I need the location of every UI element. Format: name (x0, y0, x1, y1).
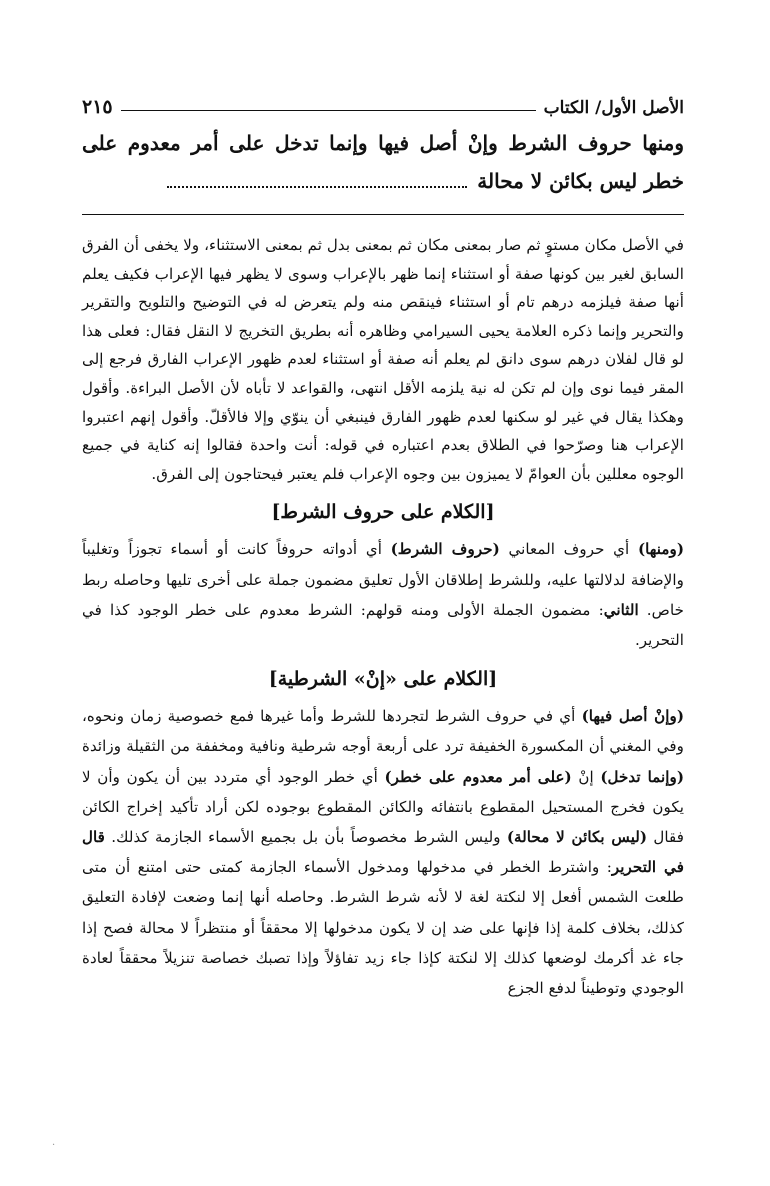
running-header (82, 84, 684, 118)
base-text (82, 124, 684, 200)
separator-rule (82, 214, 684, 215)
commentary-text: : واشترط الخطر في مدخولها ومدخول الأسماء الجازمة كمتى حتى امتنع أن متى طلعت الشمس أفعل إلا لنكتة لغة لا لأنه شرط الشرط. وحاصله أنها إنما وضعت لإفادة التعليق كذلك، بخلاف كلمة إذا فإنها على ضد إن لا يكون مدخولها إلا محققاً أو منتظراً لا محالة فصح إذا جاء غد أكرمك لوضعها كذلك إلا لنكتة كإذا جاء زيد تفاؤلاً وإذا تصبك خصاصة تنزيلاً محققاً لعادة الوجودي وتوطيناً لدفع الجزع (82, 858, 684, 997)
quote-in-asl: (وإنْ أصل فيها) (581, 707, 685, 726)
book-page (82, 84, 684, 1003)
quote-huruf-al-shart: (حروف الشرط) (390, 540, 500, 559)
commentary-text: وليس الشرط مخصوصاً بأن بل بجميع الأسماء الجازمة كذلك. (104, 827, 507, 846)
chapter-title: الأصل الأول/ الكتاب (543, 98, 684, 118)
commentary-paragraph-1 (82, 534, 684, 655)
note-paragraph: في الأصل مكان مستوٍ ثم صار بمعنى مكان ثم بمعنى بدل ثم بمعنى الاستثناء، ولا يخفى أن الفرق السابق لغير بين كونها صفة أو استثناء إنما ظهر بالإعراب وسوى لا يظهر فيها الإعراب فكيف يعلم أنها صفة فيلزمه درهم تام أو استثناء فينقص منه ولم يتعرض له في التوضيح والتلويح والتقرير والتحرير وإنما ذكره العلامة يحيى السيرامي وظاهره أنه بطريق التخريج لا النقل فقال: فعلى هذا لو قال لفلان درهم سوى دانق لم يعلم أنه صفة أو استثناء لعدم ظهور الإعراب الفارق فرجع إلى المقر فيما نوى وإن لم تكن له نية يلزمه الأقل انتهى، والقواعد لا تأباه لأن الأصل البراءة. وأقول وهكذا يقال في غير لو سكنها لعدم ظهور الفارق فينبغي أن ينوّي وإلا فالأقلّ. وأقول إنهم اعتبروا الإعراب هنا وصرّحوا في الطلاق بعدم اعتباره في قوله: أنت واحدة فقالوا إنه كناية في جميع الوجوه معللين بأن العوامّ لا يميزون بين وجوه الإعراب فلم يعتبر فيحتاجون إلى الفرق. (82, 236, 684, 483)
section-heading-in-conditional: [الكلام على «إنْ» الشرطية] (268, 668, 498, 691)
dotted-leader (167, 178, 467, 188)
label-second: الثاني (603, 600, 639, 619)
section-heading-conditionals: [الكلام على حروف الشرط] (271, 501, 495, 524)
quote-ala-amr: (على أمر معدوم على خطر) (384, 767, 572, 786)
scan-mark: · (52, 1140, 56, 1151)
commentary-text: أي حروف المعاني (499, 540, 638, 559)
commentary-text: : مضمون الجملة الأولى ومنه قولهم: الشرط معدوم على خطر الوجود كذا في التحرير. (82, 600, 684, 649)
page-number: ٢١٥ (82, 96, 113, 118)
quote-laysa-bikain: (ليس بكائن لا محالة) (506, 827, 648, 846)
header-rule (121, 110, 536, 111)
commentary-paragraph-2 (82, 701, 684, 1003)
label-qala-fi-tahrir: قال في التحرير (82, 827, 684, 877)
commentary-text: إنْ (571, 767, 601, 786)
commentary-text: أي في حروف الشرط لتجردها للشرط وأما غيرها فمع خصوصية زمان ونحوه، وفي المغني أن المكسورة الخفيفة ترد على أربعة أوجه شرطية ونافية ومخففة من الثقيلة وزائدة (82, 707, 684, 756)
commentary-text: أي أدواته حروفاً كانت أو أسماء تجوزاً وتغليباً والإضافة لدلالتها عليه، وللشرط إطلاقان الأول تعليق مضمون جملة على أخرى تليها وحاصله ربط خاص. (82, 540, 684, 619)
quote-wa-minha: (ومنها) (637, 540, 685, 559)
quote-innama-tadkhul: (وإنما تدخل) (600, 767, 685, 786)
commentary-text: أي خطر الوجود أي متردد بين أن يكون وأن لا يكون فخرج المستحيل المقطوع بانتفائه والكائن المقطوع بوجوده لكن أراد تأكيد إخراج الكائن فقال (82, 767, 684, 846)
base-text-content: ومنها حروف الشرط وإنْ أصل فيها وإنما تدخل على أمر معدوم على خطر ليس بكائن لا محالة (82, 131, 684, 193)
